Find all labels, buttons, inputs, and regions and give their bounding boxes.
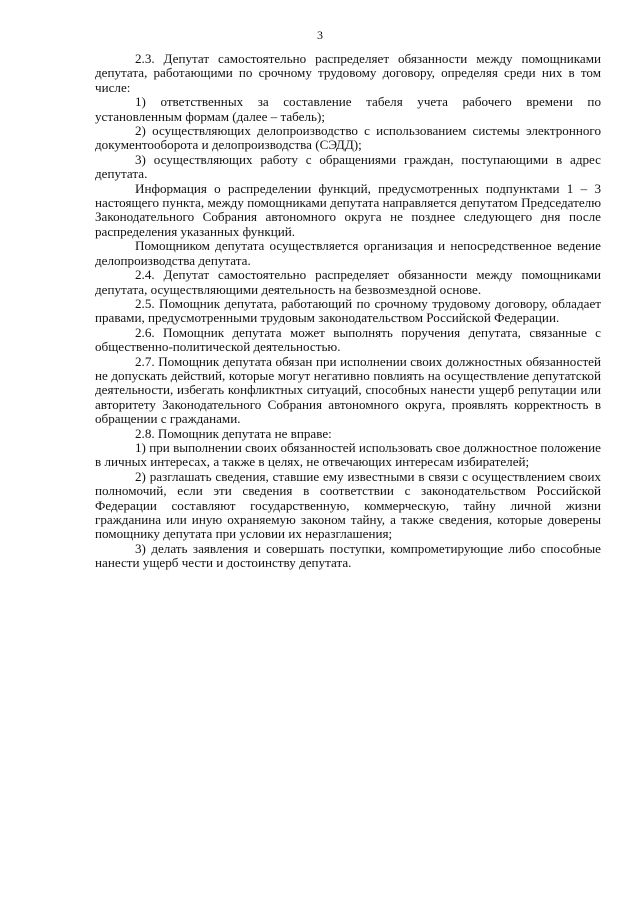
paragraph-2-7: 2.7. Помощник депутата обязан при исполнении своих должностных обязанностей не допускать действий, которые могут негативно повлиять на осуществление депутатской деятельности, избегать конфликтных ситуаций, способных нанести ущерб репутации или авторитету Законодательного Собрания автономного округа, проявлять корректность в обращении с гражданами. — [95, 353, 601, 427]
paragraph-2-3-info: Информация о распределении функций, предусмотренных подпунктами 1 – 3 настоящего пункта, между помощниками депутата направляется депутатом Председателю Законодательного Собрания автономного округа не позднее следующего дня после распределения указанных функций. — [95, 180, 601, 239]
paragraph-2-8: 2.8. Помощник депутата не вправе: — [135, 425, 332, 441]
paragraph-2-8-item-1: 1) при выполнении своих обязанностей использовать свое должностное положение в личных интересах, а также в целях, не отвечающих интересам избирателей; — [95, 439, 601, 470]
document-body — [95, 52, 601, 571]
paragraph-2-6: 2.6. Помощник депутата может выполнять поручения депутата, связанные с общественно-политической деятельностью. — [95, 324, 601, 355]
paragraph-2-5: 2.5. Помощник депутата, работающий по срочному трудовому договору, обладает правами, предусмотренными трудовым законодательством Российской Федерации. — [95, 295, 601, 326]
paragraph-2-3-recordkeeping: Помощником депутата осуществляется организация и непосредственное ведение делопроизводства депутата. — [95, 238, 601, 268]
paragraph-2-8-item-3: 3) делать заявления и совершать поступки, компрометирующие либо способные нанести ущерб чести и достоинству депутата. — [95, 540, 601, 571]
paragraph-2-4: 2.4. Депутат самостоятельно распределяет обязанности между помощниками депутата, осуществляющими деятельность на безвозмездной основе. — [95, 267, 601, 297]
paragraph-2-8-item-2: 2) разглашать сведения, ставшие ему известными в связи с осуществлением своих полномочий, если эти сведения в соответствии с законодательством Российской Федерации составляют государственную, коммерческую, тайну личной жизни гражданина или иную охраняемую законом тайну, а также сведения, которые доверены помощнику депутата при условии их неразглашения; — [95, 468, 601, 542]
paragraph-2-3-item-2: 2) осуществляющих делопроизводство с использованием системы электронного документооборота и делопроизводства (СЭДД); — [95, 123, 601, 153]
paragraph-2-3: 2.3. Депутат самостоятельно распределяет обязанности между помощниками депутата, работающими по срочному трудовому договору, определяя среди них в том числе: — [95, 51, 601, 95]
paragraph-2-3-item-3: 3) осуществляющих работу с обращениями граждан, поступающими в адрес депутата. — [95, 151, 601, 182]
paragraph-2-3-item-1: 1) ответственных за составление табеля учета рабочего времени по установленным формам (далее – табель); — [95, 94, 601, 124]
page-number: 3 — [317, 28, 323, 42]
